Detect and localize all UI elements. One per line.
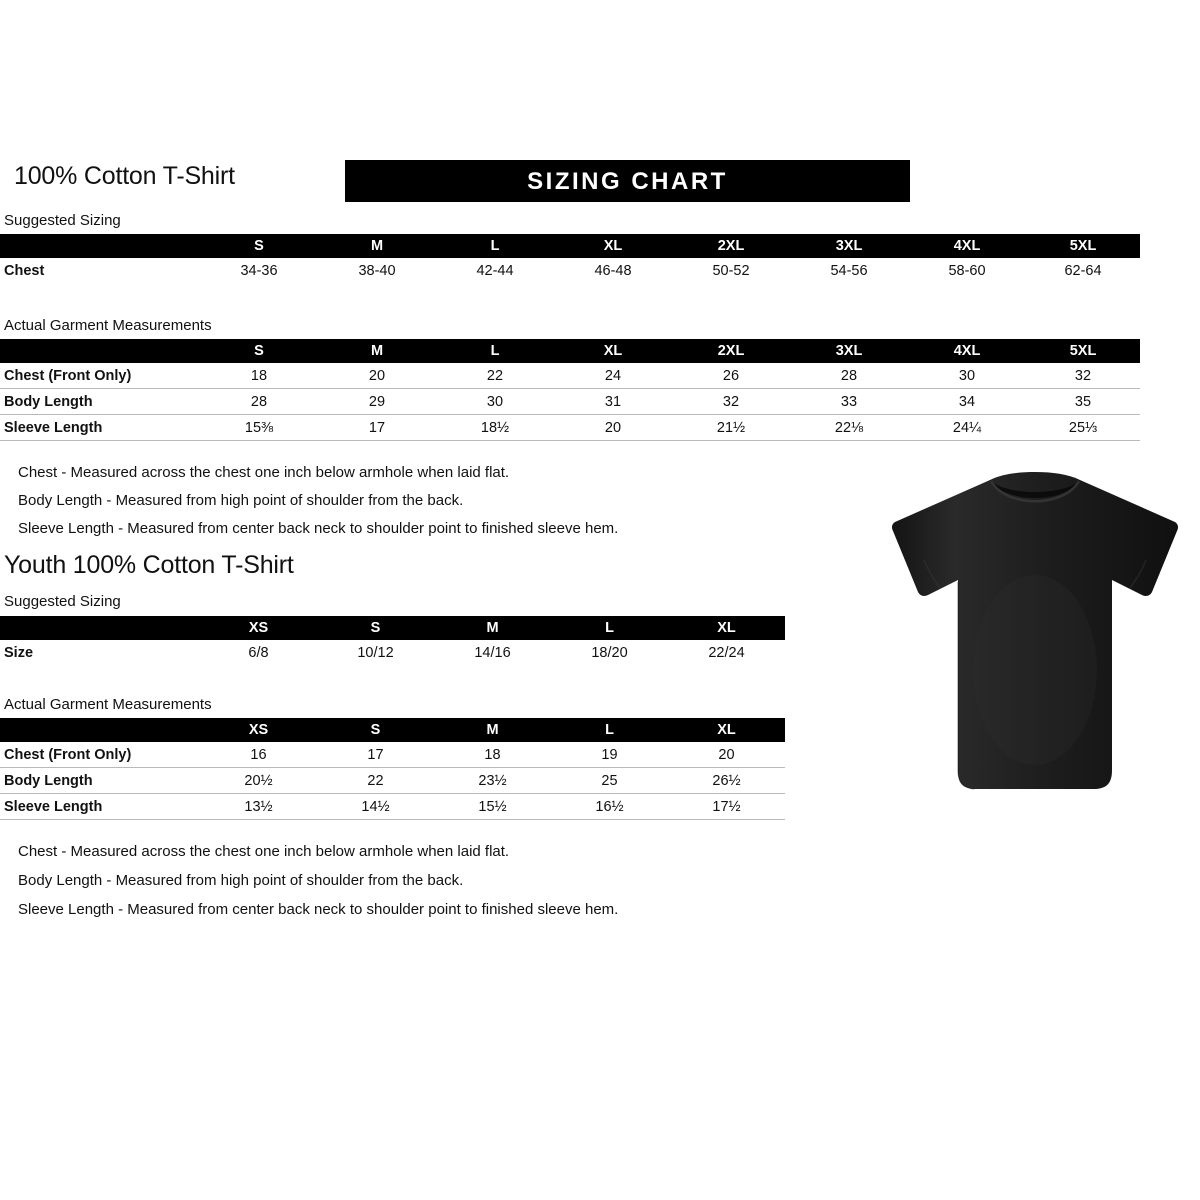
cell: 30 — [436, 389, 554, 415]
cell: 25 — [551, 768, 668, 794]
adult-actual-measurements-label: Actual Garment Measurements — [4, 317, 212, 334]
cell: 54-56 — [830, 262, 868, 279]
header-row — [10, 160, 1190, 202]
col-header: XL — [603, 238, 623, 254]
cell: 22⅛ — [790, 415, 908, 441]
adult-actual-measurements-table — [0, 339, 1140, 441]
cell: 22/24 — [708, 644, 745, 661]
cell: 34 — [908, 389, 1026, 415]
col-header: 5XL — [1069, 343, 1097, 359]
cell: 20½ — [200, 768, 317, 794]
table-row — [0, 415, 1140, 441]
corner-cell — [0, 718, 200, 742]
youth-actual-measurements-label: Actual Garment Measurements — [4, 696, 212, 713]
cell: 20 — [668, 742, 785, 768]
cell: 38-40 — [358, 262, 396, 279]
table-row — [0, 640, 785, 665]
cell: 30 — [908, 363, 1026, 389]
adult-note-sleeve-length: Sleeve Length - Measured from center back neck to shoulder point to finished sleeve hem. — [18, 520, 619, 537]
col-header: 2XL — [717, 238, 745, 254]
table-row — [0, 742, 785, 768]
col-header: S — [254, 238, 264, 254]
tshirt-product-image — [890, 470, 1180, 810]
table-header-row — [0, 339, 1140, 363]
col-header: L — [490, 343, 500, 359]
cell: 42-44 — [476, 262, 514, 279]
col-header: M — [370, 343, 384, 359]
row-label: Body Length — [0, 389, 200, 415]
youth-note-chest: Chest - Measured across the chest one inch below armhole when laid flat. — [18, 843, 510, 860]
row-label: Chest (Front Only) — [0, 742, 200, 768]
row-label: Size — [4, 644, 34, 661]
adult-note-body-length: Body Length - Measured from high point of shoulder from the back. — [18, 492, 464, 509]
table-row — [0, 389, 1140, 415]
cell: 20 — [318, 363, 436, 389]
cell: 25⅓ — [1026, 415, 1140, 441]
cell: 62-64 — [1064, 262, 1102, 279]
row-label: Body Length — [0, 768, 200, 794]
table-row — [0, 258, 1140, 283]
adult-note-chest: Chest - Measured across the chest one inch below armhole when laid flat. — [18, 464, 510, 481]
col-header: XL — [717, 722, 736, 738]
sizing-chart-banner-label: SIZING CHART — [527, 168, 728, 195]
adult-suggested-sizing-label: Suggested Sizing — [4, 212, 121, 229]
col-header: 4XL — [953, 238, 981, 254]
table-header-row — [0, 616, 785, 640]
col-header: M — [370, 238, 384, 254]
cell: 18 — [200, 363, 318, 389]
col-header: L — [605, 722, 614, 738]
cell: 14½ — [317, 794, 434, 820]
cell: 35 — [1026, 389, 1140, 415]
row-label: Chest — [4, 262, 45, 279]
cell: 15⅜ — [200, 415, 318, 441]
table-row — [0, 768, 785, 794]
table-header-row — [0, 234, 1140, 258]
cell: 17 — [317, 742, 434, 768]
cell: 14/16 — [474, 644, 511, 661]
cell: 28 — [200, 389, 318, 415]
corner-cell — [0, 339, 200, 363]
cell: 15½ — [434, 794, 551, 820]
col-header: L — [490, 238, 500, 254]
cell: 17½ — [668, 794, 785, 820]
col-header: 3XL — [835, 343, 863, 359]
youth-note-sleeve-length: Sleeve Length - Measured from center back neck to shoulder point to finished sleeve hem. — [18, 901, 619, 918]
col-header: L — [605, 620, 614, 636]
col-header: M — [486, 620, 499, 636]
cell: 22 — [436, 363, 554, 389]
cell: 18/20 — [591, 644, 628, 661]
cell: 18 — [434, 742, 551, 768]
row-label: Sleeve Length — [0, 415, 200, 441]
col-header: M — [486, 722, 499, 738]
col-header: 2XL — [717, 343, 745, 359]
adult-suggested-sizing-table — [0, 234, 1140, 283]
cell: 22 — [317, 768, 434, 794]
cell: 10/12 — [357, 644, 394, 661]
youth-section-title: Youth 100% Cotton T-Shirt — [4, 551, 294, 579]
cell: 26½ — [668, 768, 785, 794]
cell: 19 — [551, 742, 668, 768]
cell: 18½ — [436, 415, 554, 441]
cell: 28 — [790, 363, 908, 389]
col-header: XL — [717, 620, 736, 636]
cell: 20 — [554, 415, 672, 441]
col-header: 5XL — [1069, 238, 1097, 254]
table-header-row — [0, 718, 785, 742]
sizing-chart-banner — [345, 160, 910, 202]
youth-note-body-length: Body Length - Measured from high point of shoulder from the back. — [18, 872, 464, 889]
row-label: Chest (Front Only) — [0, 363, 200, 389]
cell: 33 — [790, 389, 908, 415]
row-label: Sleeve Length — [0, 794, 200, 820]
cell: 24¼ — [908, 415, 1026, 441]
col-header: S — [370, 722, 381, 738]
cell: 31 — [554, 389, 672, 415]
youth-suggested-sizing-label: Suggested Sizing — [4, 593, 121, 610]
cell: 29 — [318, 389, 436, 415]
col-header: S — [370, 620, 381, 636]
corner-cell — [0, 234, 200, 258]
table-row — [0, 363, 1140, 389]
table-row — [0, 794, 785, 820]
tshirt-icon — [890, 470, 1180, 810]
page-title: 100% Cotton T-Shirt — [14, 162, 235, 190]
cell: 21½ — [672, 415, 790, 441]
cell: 16 — [200, 742, 317, 768]
youth-actual-measurements-table — [0, 718, 785, 820]
cell: 17 — [318, 415, 436, 441]
col-header: S — [254, 343, 264, 359]
cell: 58-60 — [948, 262, 986, 279]
cell: 50-52 — [712, 262, 750, 279]
cell: 23½ — [434, 768, 551, 794]
cell: 32 — [672, 389, 790, 415]
cell: 32 — [1026, 363, 1140, 389]
cell: 13½ — [200, 794, 317, 820]
col-header: 3XL — [835, 238, 863, 254]
col-header: XS — [248, 620, 269, 636]
col-header: 4XL — [953, 343, 981, 359]
cell: 26 — [672, 363, 790, 389]
cell: 16½ — [551, 794, 668, 820]
corner-cell — [0, 616, 200, 640]
youth-suggested-sizing-table — [0, 616, 785, 665]
col-header: XL — [603, 343, 623, 359]
cell: 24 — [554, 363, 672, 389]
cell: 46-48 — [594, 262, 632, 279]
cell: 6/8 — [248, 644, 269, 661]
cell: 34-36 — [240, 262, 278, 279]
col-header: XS — [248, 722, 269, 738]
